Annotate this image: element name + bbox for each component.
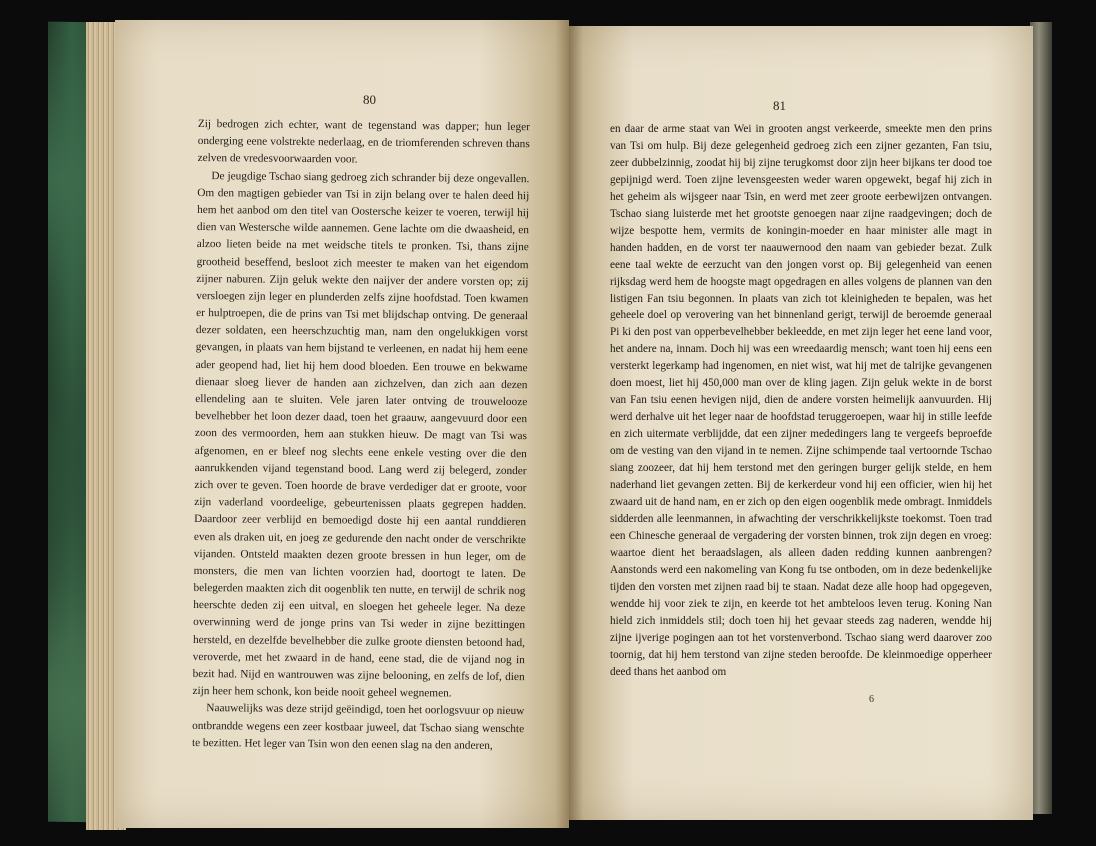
right-page bbox=[569, 26, 1033, 820]
right-page-text bbox=[610, 121, 992, 680]
paragraph: en daar de arme staat van Wei in grooten angst verkeerde, smeekte men den prins van Tsi om hulp. Bij deze gelegenheid gedroeg zich een zijner gezanten, Fan tsiu, zeer dubbelzinnig, zoodat hij bij zijne terugkomst door zijn heer bijkans ter dood toe gepijnigd werd. Toen zijne levensgeesten weder waren opgewekt, begaf hij zich in het geheim als wijsgeer naar Tsin, en werd met zeer groote eerbewijzen ontvangen. Tschao siang luisterde met het grootste genoegen naar zijne raadgevingen; doch de wijze bespotte hem, vermits de koningin-moeder en haar minister alle magt in handen hadden, en de vorst ter naauwernood den naam van gebieder bezat. Zulk eene taal wekte de eerzucht van den jongen vorst op. Bij gelegenheid van eenen rijksdag werd hem de hoogste magt opgedragen en alles volgens de plannen van den listigen Fan tsiu begonnen. In plaats van zich tot kleinigheden te bepalen, was het geheele doel op verovering van het binnenland gerigt, terwijl de beroemde generaal Pi ki den post van opperbevelhebber bekleedde, en met zijn leger het eene land voor, het andere na, innam. Doch hij was een wreedaardig mensch; want toen hij eens een versterkt legerkamp had ingenomen, en niet wist, wat hij met de talrijke gevangenen doen moest, liet hij 450,000 man over de kling jagen. Zijn geluk wekte in de borst van Fan tsiu eenen hevigen nijd, dien de andere vorsten heimelijk aanvuurden. Hij werd derhalve uit het leger naar de hoofdstad teruggeroepen, waar hij in stille leefde en zich uitermate verblijdde, dat een zijner mededingers lang te vergeefs beproefde om de vesting van den vijand in te nemen. Zijne schimpende taal vertoornde Tschao siang zoozeer, dat hij hem terstond met den geringen burger gelijk stelde, en hem naderhand liet gevangen zetten. Bij de kerkerdeur vond hij een officier, wien hij het zwaard uit de hand nam, en er zich op den eigen oogenblik mede ombragt. Inmiddels sidderden alle leenmannen, in afwachting der verschrikkelijkste toekomst. Toen trad een Chinesche generaal de vergadering der vorsten binnen, trok zijn degen en vroeg: waartoe dient het beraadslagen, als alleen daden redding kunnen aanbrengen? Aanstonds werd een nakomeling van Kong fu tse ontboden, om in deze bedenkelijke tijden den vorsten met zijnen raad bij te staan. Nadat deze alle hoop had opgegeven, wendde hij voor ziek te zijn, en keerde tot het ambteloos leven terug. Koning Nan hield zich inmiddels stil; doch toen hij het gevaar steeds zag naderen, wendde hij zijne ijverige pogingen aan tot het vorstenverbond. Tschao siang werd daarover zoo toornig, dat hij hem terstond van zijne steden beroofde. De kleinmoedige opperheer deed thans het aanbod om bbox=[610, 123, 992, 678]
paragraph: De jeugdige Tschao siang gedroeg zich schrander bij deze ongevallen. Om den magtigen gebieder van Tsi in zijn belang over te halen deed hij hem het aanbod om den titel van Oostersche keizer te voeren, terwijl hij dien van Westersche wilde aannemen. Gene lachte om die dwaasheid, en alzoo lieten beide na met weidsche titels te pronken. Tsi, thans zijne grootheid beseffend, besloot zich meester te maken van het eigendom zijner naburen. Zijn geluk wekte den naijver der andere vorsten op; zij versloegen zijn leger en plunderden zelfs zijne hoofdstad. Toen kwamen er hulptroepen, die de prins van Tsi met blijdschap ontving. De generaal dezer soldaten, een heerschzuchtig man, nam den ongelukkigen vorst gevangen, in plaats van hem bijstand te verleenen, en nadat hij hem eene ader geopend had, liet hij hem dood bloeden. Een trouwe en bekwame dienaar sloeg liever de handen aan zichzelven, dan zich aan dezen ellendeling aan te sluiten. Vele jaren later ontving de trouwelooze bevelhebber het loon dezer daad, toen het graauw, aangevuurd door een zoon des vermoorden, hem aan stukken hieuw. De magt van Tsi was afgenomen, en er bleef nog slechts eene enkele vesting over die den aanrukkenden vijand tegenstand bood. Lang werd zij belegerd, zonder zich over te geven. Toen hoorde de brave verdediger dat er groote, voor zijn vaderland voordeelige, gebeurtenissen plaats gegrepen hadden. Daardoor zeer verblijd en bemoedigd doste hij een aantal runddieren even als draken uit, en joeg ze gedurende den nacht onder de verschrikte vijanden. Ontsteld maakten dezen groote bressen in hun leger, om de monsters, die men van lichten voorzien had, doortogt te laten. De belegerden maakten zich dit oogenblik ten nutte, en terwijl de schrik nog heerschte deden zij een uitval, en sloegen het geheele leger. Na deze overwinning werd de jonge prins van Tsi weder in zijne bezittingen hersteld, en dezelfde bevelhebber die zulke groote diensten betoond had, veroverde, met het zwaard in de hand, eene stad, die de vijand nog in bezit had. Nijd en wantrouwen was zijne belooning, en zelfs de lof, dien zijn heer hem schonk, kon beide nooit geheel wegnemen. bbox=[192, 169, 530, 700]
left-page bbox=[115, 20, 569, 828]
book-cover-right bbox=[1030, 22, 1052, 814]
signature-mark: 6 bbox=[869, 694, 874, 705]
left-page-text bbox=[192, 116, 530, 755]
page-number: 80 bbox=[363, 92, 376, 107]
page-number: 81 bbox=[773, 98, 786, 113]
paragraph: Naauwelijks was deze strijd geëindigd, toen het oorlogsvuur op nieuw ontbrandde wegens een zeer kostbaar juweel, dat Tschao siang wenschte te bezitten. Het leger van Tsin won den eenen slag na den anderen, bbox=[191, 702, 525, 752]
paragraph: Zij bedrogen zich echter, want de tegenstand was dapper; hun leger onderging eene volstrekte nederlaag, en de triomferenden schreven thans zelven de vredesvoorwaarden voor. bbox=[197, 117, 530, 166]
